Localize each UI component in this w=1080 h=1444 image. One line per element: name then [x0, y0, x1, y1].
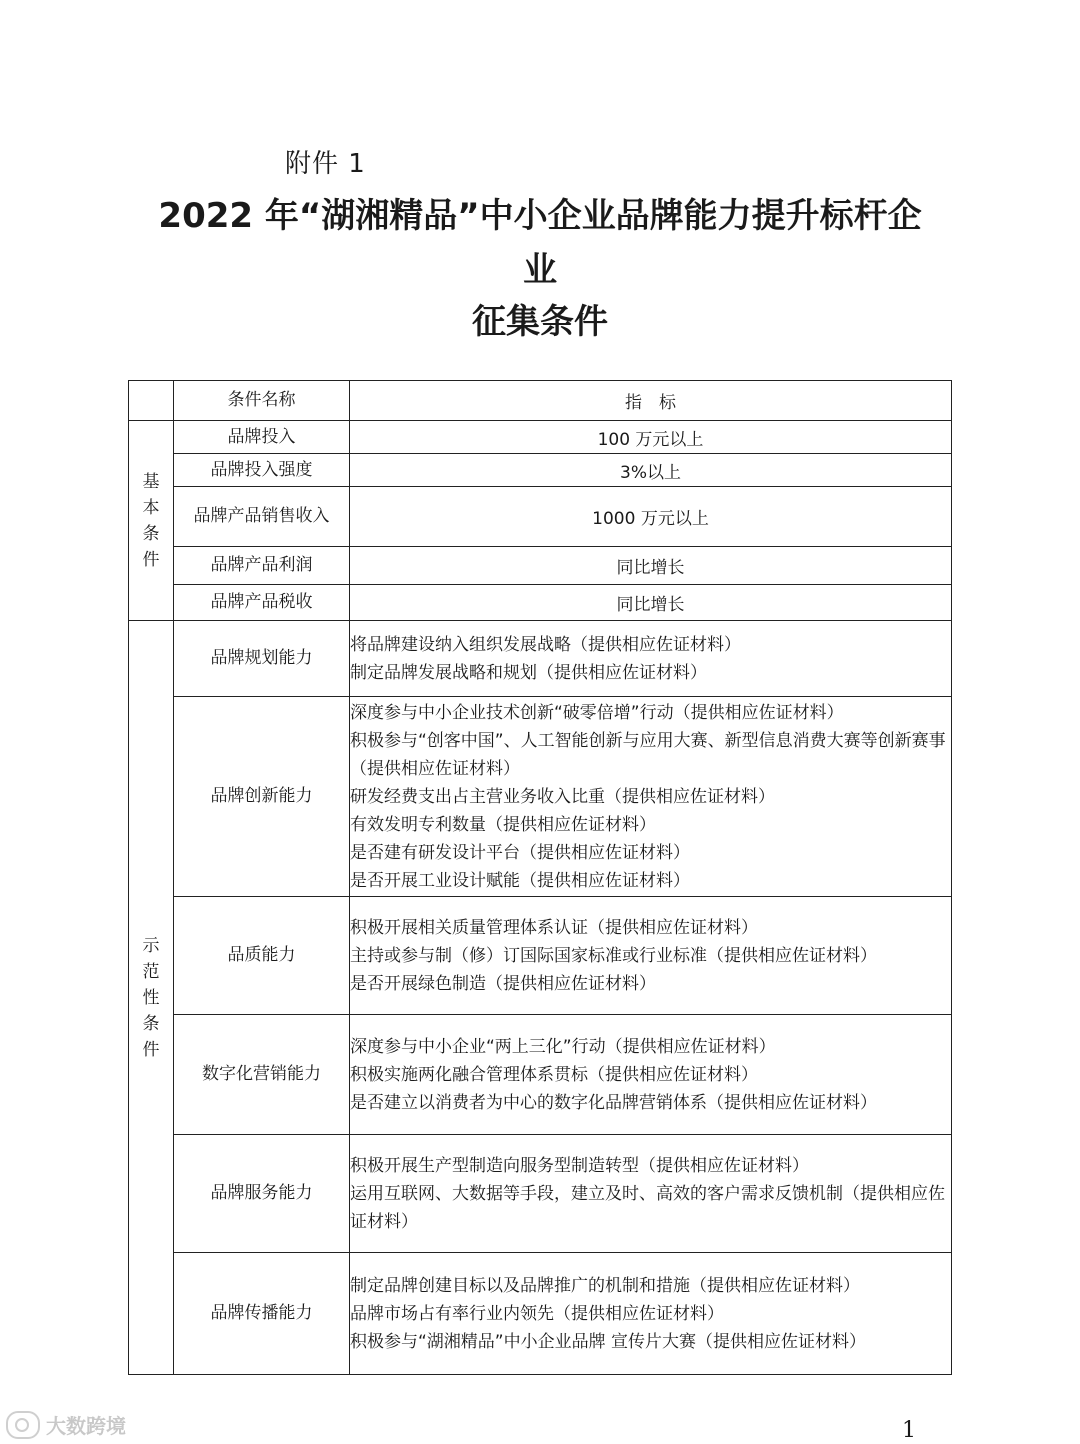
- category-basic: [129, 421, 174, 621]
- indicator-list: [350, 621, 952, 697]
- indicator-line: 研发经费支出占主营业务收入比重（提供相应佐证材料）: [350, 786, 775, 807]
- indicator-line: 是否建有研发设计平台（提供相应佐证材料）: [350, 842, 690, 863]
- condition-name: 数字化营销能力: [174, 1015, 350, 1135]
- condition-value: 100 万元以上: [350, 421, 952, 454]
- indicator-line: 制定品牌创建目标以及品牌推广的机制和措施（提供相应佐证材料）: [350, 1275, 860, 1296]
- header-condition-name: 条件名称: [174, 381, 350, 421]
- condition-value: 3%以上: [350, 454, 952, 487]
- indicator-list: [350, 1135, 952, 1253]
- table-row: [129, 1253, 952, 1375]
- indicator-line: 积极开展生产型制造向服务型制造转型（提供相应佐证材料）: [350, 1155, 809, 1176]
- table-row: [129, 897, 952, 1015]
- indicator-line: 是否建立以消费者为中心的数字化品牌营销体系（提供相应佐证材料）: [350, 1092, 877, 1113]
- condition-name: 品牌服务能力: [174, 1135, 350, 1253]
- indicator-line: 制定品牌发展战略和规划（提供相应佐证材料）: [350, 662, 707, 683]
- condition-name: 品牌产品税收: [174, 585, 350, 621]
- indicator-line: 将品牌建设纳入组织发展战略（提供相应佐证材料）: [350, 634, 741, 655]
- brand-logo-icon: [6, 1411, 40, 1439]
- watermark-text: 大数跨境: [46, 1414, 126, 1438]
- condition-value: 同比增长: [350, 547, 952, 585]
- table-row: [129, 547, 952, 585]
- condition-value: 1000 万元以上: [350, 487, 952, 547]
- indicator-list: [350, 697, 952, 897]
- header-empty-cell: [129, 381, 174, 421]
- document-title-line1: 2022 年“湖湘精品”中小企业品牌能力提升标杆企: [158, 196, 922, 236]
- indicator-line: 主持或参与制（修）订国际国家标准或行业标准（提供相应佐证材料）: [350, 945, 877, 966]
- category-char: 件: [142, 549, 160, 570]
- condition-name: 品牌产品利润: [174, 547, 350, 585]
- category-char: 示: [142, 935, 160, 956]
- table-row: [129, 697, 952, 897]
- indicator-line: 积极参与“创客中国”、人工智能创新与应用大赛、新型信息消费大赛等创新赛事（提供相应佐证材料）: [350, 730, 946, 779]
- table-row: [129, 1135, 952, 1253]
- indicator-line: 是否开展工业设计赋能（提供相应佐证材料）: [350, 870, 690, 891]
- page-number: 1: [902, 1418, 916, 1443]
- condition-name: 品牌规划能力: [174, 621, 350, 697]
- attachment-label: 附件 1: [285, 149, 366, 179]
- category-char: 范: [142, 961, 160, 982]
- table-row: [129, 487, 952, 547]
- category-demonstrative: [129, 621, 174, 1375]
- category-char: 本: [142, 497, 160, 518]
- table-header-row: [129, 381, 952, 421]
- table-row: [129, 421, 952, 454]
- indicator-line: 深度参与中小企业技术创新“破零倍增”行动（提供相应佐证材料）: [350, 702, 844, 723]
- indicator-list: [350, 897, 952, 1015]
- condition-name: 品质能力: [174, 897, 350, 1015]
- condition-name: 品牌创新能力: [174, 697, 350, 897]
- category-char: 基: [142, 471, 160, 492]
- indicator-line: 深度参与中小企业“两上三化”行动（提供相应佐证材料）: [350, 1036, 776, 1057]
- header-indicator: 指 标: [350, 381, 952, 421]
- table-row: [129, 454, 952, 487]
- category-char: 条: [142, 523, 160, 544]
- condition-value: 同比增长: [350, 585, 952, 621]
- indicator-line: 积极参与“湖湘精品”中小企业品牌 宣传片大赛（提供相应佐证材料）: [350, 1331, 867, 1352]
- condition-name: 品牌传播能力: [174, 1253, 350, 1375]
- condition-name: 品牌投入: [174, 421, 350, 454]
- indicator-list: [350, 1015, 952, 1135]
- table-row: [129, 585, 952, 621]
- indicator-line: 有效发明专利数量（提供相应佐证材料）: [350, 814, 656, 835]
- indicator-list: [350, 1253, 952, 1375]
- category-char: 性: [142, 987, 160, 1008]
- document-title-line2: 业: [523, 250, 557, 290]
- conditions-table: [128, 380, 952, 1375]
- watermark: [6, 1410, 126, 1439]
- condition-name: 品牌产品销售收入: [174, 487, 350, 547]
- condition-name: 品牌投入强度: [174, 454, 350, 487]
- indicator-line: 积极实施两化融合管理体系贯标（提供相应佐证材料）: [350, 1064, 758, 1085]
- indicator-line: 品牌市场占有率行业内领先（提供相应佐证材料）: [350, 1303, 724, 1324]
- document-subtitle: 征集条件: [472, 302, 608, 342]
- table-row: [129, 621, 952, 697]
- indicator-line: 运用互联网、大数据等手段，建立及时、高效的客户需求反馈机制（提供相应佐证材料）: [350, 1183, 945, 1232]
- indicator-line: 积极开展相关质量管理体系认证（提供相应佐证材料）: [350, 917, 758, 938]
- indicator-line: 是否开展绿色制造（提供相应佐证材料）: [350, 973, 656, 994]
- category-char: 条: [142, 1013, 160, 1034]
- category-char: 件: [142, 1039, 160, 1060]
- table-row: [129, 1015, 952, 1135]
